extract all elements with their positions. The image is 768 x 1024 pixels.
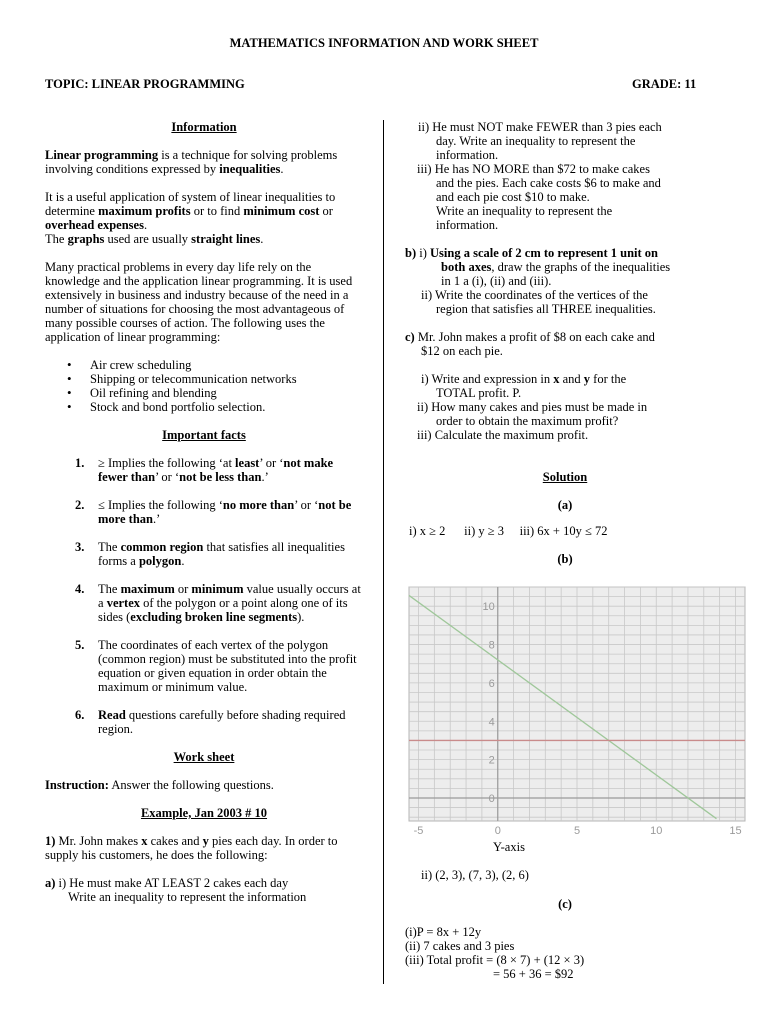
text-line: Write an inequality to represent the — [436, 204, 613, 218]
fact-item: 2. ≤ Implies the following ‘no more than’ or ‘not be more than.’ — [75, 498, 352, 526]
x-tick-label: 15 — [729, 825, 742, 837]
worksheet-heading: Work sheet — [173, 750, 235, 764]
inequality-graph — [407, 585, 747, 837]
y-tick-label: 10 — [482, 601, 495, 614]
page-title: MATHEMATICS INFORMATION AND WORK SHEET — [229, 36, 539, 50]
facts-heading: Important facts — [162, 428, 246, 442]
question-1a-i: a) i) He must make AT LEAST 2 cakes each day — [45, 876, 289, 890]
fact-item: 6. Read questions carefully before shading required region. — [75, 708, 346, 736]
column-divider — [383, 120, 384, 984]
solution-c-iii: (iii) Total profit = (8 × 7) + (12 × 3) — [405, 953, 585, 967]
y-tick-label: 0 — [488, 792, 495, 805]
list-item: • Air crew scheduling — [45, 358, 363, 372]
solution-a-answers: i) x ≥ 2 ii) y ≥ 3 iii) 6x + 10y ≤ 72 — [409, 524, 608, 538]
text-line: in 1 a (i), (ii) and (iii). — [441, 274, 552, 288]
question-1c-ii: ii) How many cakes and pies must be made in — [417, 400, 648, 414]
text-line: and the pies. Each cake costs $6 to make and — [436, 176, 661, 190]
solution-a-label: (a) — [557, 498, 573, 512]
text-line: and each pie cost $10 to make. — [436, 190, 590, 204]
y-tick-label: 6 — [488, 677, 495, 690]
x-tick-label: 0 — [494, 825, 501, 837]
x-tick-label: 10 — [650, 825, 663, 837]
info-paragraph-4: Many practical problems in every day life rely on the knowledge and the application linear programming. It is used extensively in business and industry because of the need in a number of situations for choosing the most advantageous of many possible courses of action. The following uses the application of linear programming: — [45, 260, 353, 344]
fact-item: 4. The maximum or minimum value usually occurs at a vertex of the polygon or a point along one of its sides (excluding broken line segments). — [75, 582, 361, 624]
uses-list — [45, 358, 363, 414]
x-tick-label: -5 — [413, 825, 424, 837]
question-1a-ii: ii) He must NOT make FEWER than 3 pies each — [418, 120, 662, 134]
text-line: TOTAL profit. P. — [436, 386, 522, 400]
info-paragraph-3: The graphs used are usually straight lines. — [45, 232, 264, 246]
y-tick-label: 4 — [488, 716, 495, 729]
instruction: Instruction: Answer the following questions. — [45, 778, 274, 792]
question-1c: c) Mr. John makes a profit of $8 on each cake and — [405, 330, 655, 344]
question-1a-i-line2: Write an inequality to represent the information — [68, 890, 307, 904]
x-tick-label: 5 — [573, 825, 581, 837]
y-axis-caption: Y-axis — [493, 840, 525, 854]
info-paragraph-2: It is a useful application of system of linear inequalities to determine maximum profits or to find minimum cost or overhead expenses. — [45, 190, 336, 232]
y-tick-label: 2 — [488, 754, 495, 767]
list-item: • Shipping or telecommunication networks — [45, 372, 363, 386]
text-line: day. Write an inequality to represent the — [436, 134, 636, 148]
text-line: $12 on each pie. — [421, 344, 503, 358]
list-item: • Stock and bond portfolio selection. — [45, 400, 363, 414]
topic-label: TOPIC: LINEAR PROGRAMMING — [45, 77, 245, 91]
question-1: 1) Mr. John makes x cakes and y pies each day. In order to supply his customers, he does the following: — [45, 834, 338, 862]
solution-c-i: (i)P = 8x + 12y — [405, 925, 482, 939]
left-column — [45, 120, 363, 904]
text-line: information. — [436, 218, 499, 232]
y-tick-label: 8 — [488, 639, 495, 652]
question-1c-iii: iii) Calculate the maximum profit. — [417, 428, 589, 442]
solution-c-ii: (ii) 7 cakes and 3 pies — [405, 939, 515, 953]
text-line: both axes, draw the graphs of the inequalities — [441, 260, 671, 274]
solution-b-label: (b) — [557, 552, 573, 566]
graph-svg — [407, 585, 747, 837]
solution-c-iii-result: = 56 + 36 = $92 — [493, 967, 574, 981]
facts-list — [45, 456, 363, 736]
question-1b-ii: ii) Write the coordinates of the vertices of the — [421, 288, 648, 302]
text-line: order to obtain the maximum profit? — [436, 414, 619, 428]
grade-label: GRADE: 11 — [632, 77, 697, 91]
info-paragraph-1: Linear programming is a technique for solving problems involving conditions expressed by inequalities. — [45, 148, 338, 176]
text-line: information. — [436, 148, 499, 162]
info-heading: Information — [171, 120, 237, 134]
solution-b-ii: ii) (2, 3), (7, 3), (2, 6) — [421, 868, 529, 882]
solution-heading: Solution — [542, 470, 588, 484]
list-item: • Oil refining and blending — [45, 386, 363, 400]
example-heading: Example, Jan 2003 # 10 — [140, 806, 268, 820]
question-1c-i: i) Write and expression in x and y for the — [421, 372, 627, 386]
question-1b-i: b) i) Using a scale of 2 cm to represent 1 unit on — [405, 246, 659, 260]
fact-item: 1. ≥ Implies the following ‘at least’ or ‘not make fewer than’ or ‘not be less than.’ — [75, 456, 334, 484]
fact-item: 5. The coordinates of each vertex of the polygon (common region) must be substituted into the profit equation or given equation in order obtain the maximum or minimum value. — [75, 638, 357, 694]
solution-c-label: (c) — [558, 897, 572, 911]
fact-item: 3. The common region that satisfies all inequalities forms a polygon. — [75, 540, 345, 568]
text-line: region that satisfies all THREE inequalities. — [436, 302, 656, 316]
right-column — [405, 120, 745, 566]
question-1a-iii: iii) He has NO MORE than $72 to make cakes — [417, 162, 650, 176]
